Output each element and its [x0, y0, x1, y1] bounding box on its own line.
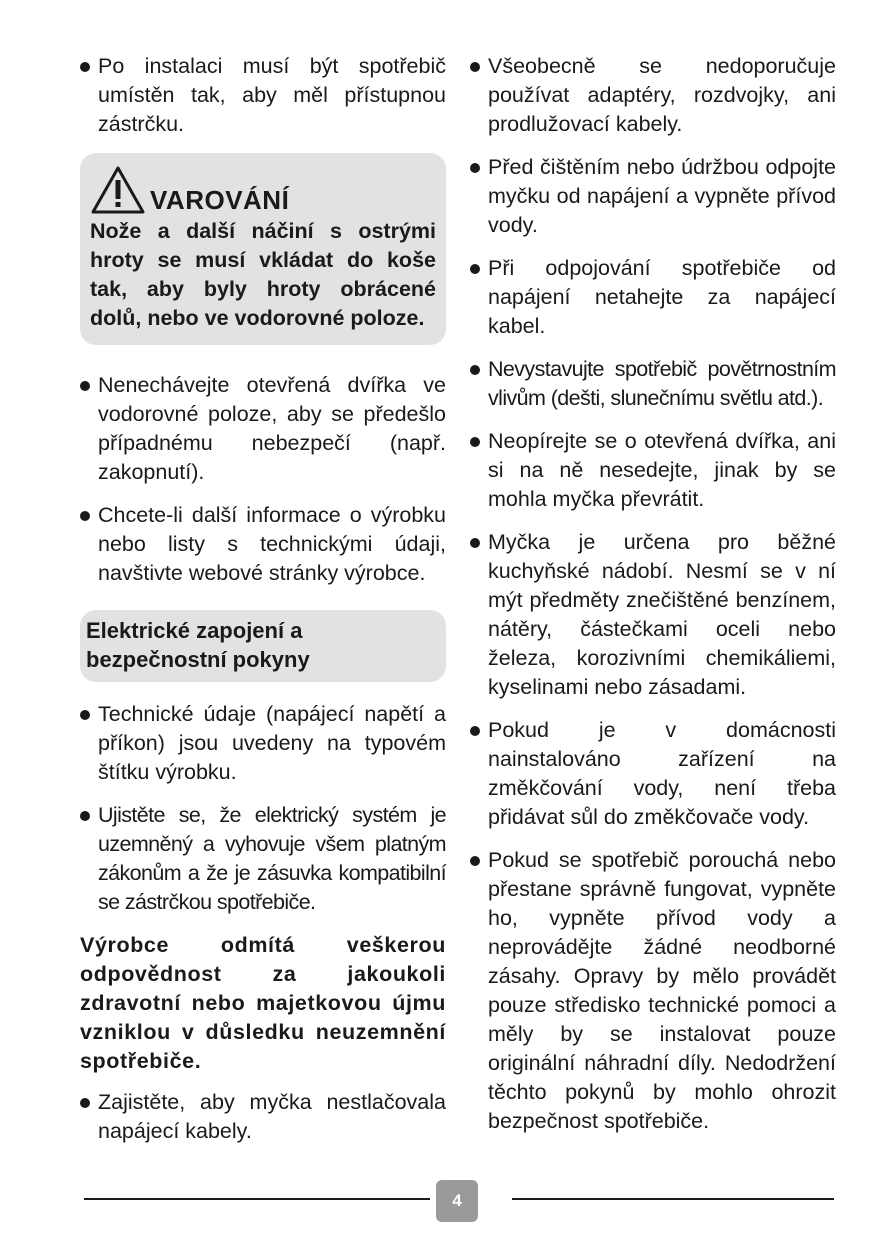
warning-box: [80, 153, 446, 345]
list-item: [470, 254, 836, 341]
left-column: [80, 52, 446, 1160]
section-header-box: [80, 610, 446, 682]
bullet-text: Neopírejte se o otevřená dvířka, ani si na ně nesedejte, jinak by se mohla myčka převrátit.: [488, 429, 836, 511]
bullet-icon: [470, 264, 480, 274]
list-item: [80, 1088, 446, 1146]
right-column: [470, 52, 836, 1150]
list-item: [470, 846, 836, 1136]
bullet-icon: [80, 511, 90, 521]
bullet-icon: [80, 62, 90, 72]
warning-title: VAROVÁNÍ: [150, 185, 290, 215]
bullet-text: Myčka je určena pro běžné kuchyňské nádobí. Nesmí se v ní mýt předměty znečištěné benzínem, nátěry, částečkami oceli nebo železa, korozivními chemikáliemi, kyselinami nebo zásadami.: [488, 530, 836, 699]
warning-header: [90, 161, 436, 215]
bullet-text: Všeobecně se nedoporučuje používat adaptéry, rozdvojky, ani prodlužovací kabely.: [488, 54, 836, 136]
bullet-icon: [80, 381, 90, 391]
list-item: [80, 501, 446, 588]
bullet-icon: [470, 365, 480, 375]
bullet-text: Po instalaci musí být spotřebič umístěn tak, aby měl přístupnou zástrčku.: [98, 54, 446, 136]
list-item: [470, 355, 836, 413]
section-title: Elektrické zapojení a bezpečnostní pokyny: [86, 618, 310, 672]
bullet-text: Zajistěte, aby myčka nestlačovala napájecí kabely.: [98, 1090, 446, 1143]
bullet-icon: [470, 726, 480, 736]
bullet-icon: [470, 856, 480, 866]
list-item: [80, 52, 446, 139]
bullet-text: Při odpojování spotřebiče od napájení netahejte za napájecí kabel.: [488, 256, 836, 338]
bullet-icon: [80, 710, 90, 720]
bullet-icon: [470, 437, 480, 447]
disclaimer-paragraph: Výrobce odmítá veškerou odpovědnost za jakoukoli zdravotní nebo majetkovou újmu vzniklou v důsledku neuzemnění spotřebiče.: [80, 933, 446, 1073]
footer-divider-right: [512, 1198, 834, 1200]
bullet-text: Technické údaje (napájecí napětí a příkon) jsou uvedeny na typovém štítku výrobku.: [98, 702, 446, 784]
bullet-text: Chcete-li další informace o výrobku nebo listy s technickými údaji, navštivte webové stránky výrobce.: [98, 503, 446, 585]
bullet-text: Před čištěním nebo údržbou odpojte myčku od napájení a vypněte přívod vody.: [488, 155, 836, 237]
bullet-icon: [470, 538, 480, 548]
bullet-text: Pokud je v domácnosti nainstalováno zařízení na změkčování vody, není třeba přidávat sůl do změkčovače vody.: [488, 718, 836, 829]
page-number-badge: 4: [436, 1180, 478, 1222]
list-item: [470, 716, 836, 832]
list-item: [80, 700, 446, 787]
bullet-icon: [80, 811, 90, 821]
list-item: [80, 801, 446, 917]
list-item: [470, 153, 836, 240]
warning-text: Nože a další náčiní s ostrými hroty se musí vkládat do koše tak, aby byly hroty obrácené dolů, nebo ve vodorovné poloze.: [90, 219, 436, 330]
footer-divider-left: [84, 1198, 430, 1200]
bullet-text: Nevystavujte spotřebič povětrnostním vlivům (dešti, slunečnímu světlu atd.).: [488, 357, 836, 410]
list-item: [80, 371, 446, 487]
bullet-text: Nenechávejte otevřená dvířka ve vodorovné poloze, aby se předešlo případnému nebezpečí (např. zakopnutí).: [98, 373, 446, 484]
bullet-icon: [470, 163, 480, 173]
warning-triangle-icon: [90, 165, 146, 215]
bullet-text: Pokud se spotřebič porouchá nebo přestane správně fungovat, vypněte ho, vypněte přívod vody a neprovádějte žádné neodborné zásahy. Opravy by mělo provádět pouze středisko technické pomoci a měly by se instalovat pouze originální náhradní díly. Nedodržení těchto pokynů by mohlo ohrozit bezpečnost spotřebiče.: [488, 848, 836, 1133]
bullet-text: Ujistěte se, že elektrický systém je uzemněný a vyhovuje všem platným zákonům a že je zásuvka kompatibilní se zástrčkou spotřebiče.: [98, 803, 446, 914]
list-item: [470, 528, 836, 702]
bullet-icon: [80, 1098, 90, 1108]
list-item: [470, 427, 836, 514]
bullet-icon: [470, 62, 480, 72]
list-item: [470, 52, 836, 139]
